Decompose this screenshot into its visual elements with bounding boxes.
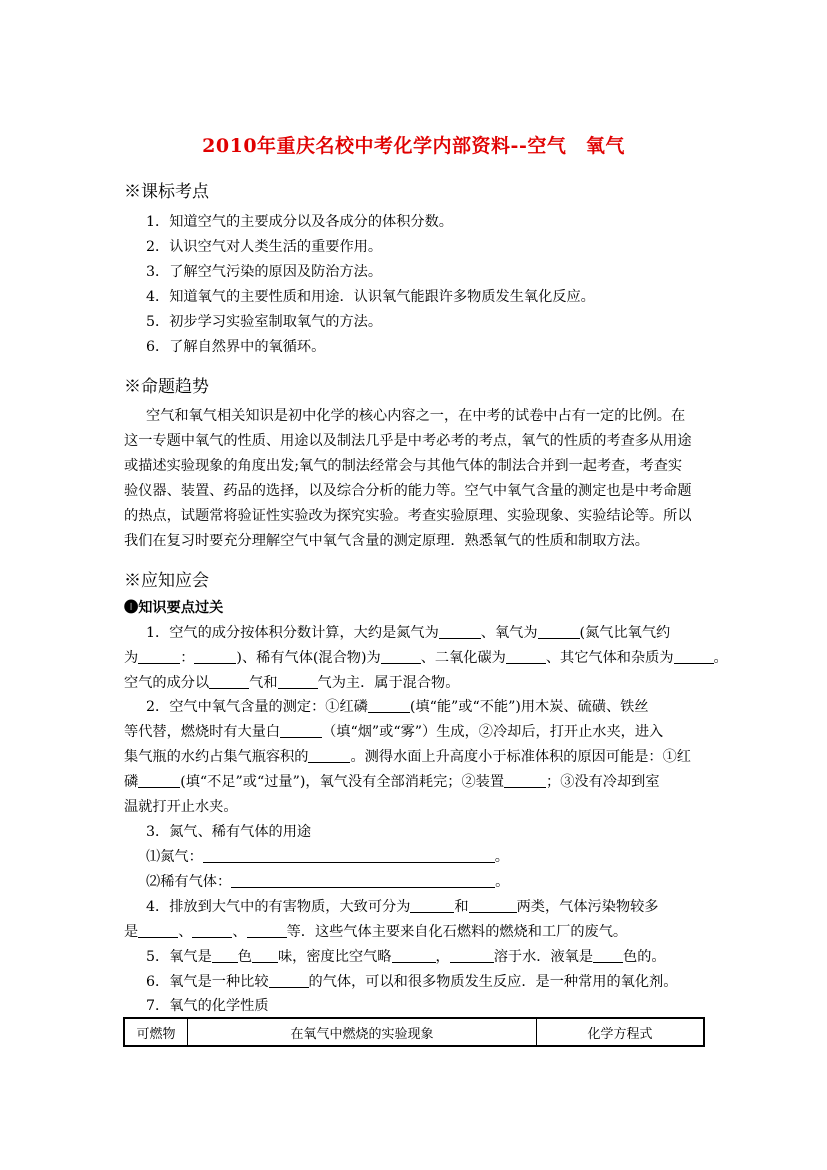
q-text: 等代替，燃烧时有大量白 xyxy=(124,724,281,740)
q-text: ；③没有冷却到室 xyxy=(546,774,660,790)
fill-blank[interactable] xyxy=(439,624,481,639)
q-text: 味，密度比空气略 xyxy=(277,949,392,965)
question-7-heading: 7．氧气的化学性质 xyxy=(146,998,269,1014)
q-text: ⑵稀有气体： xyxy=(146,874,232,890)
q-text: 气为主．属于混合物。 xyxy=(317,675,460,691)
question-4-line-1 xyxy=(146,897,659,917)
fill-blank[interactable] xyxy=(538,624,580,639)
q-text: 、其它气体和杂质为 xyxy=(545,650,674,666)
fill-blank[interactable] xyxy=(252,948,278,963)
q-text: 溶于水．液氧是 xyxy=(493,949,594,965)
fill-blank[interactable] xyxy=(138,923,178,938)
fill-blank[interactable] xyxy=(308,748,350,763)
page-title: 2010年重庆名校中考化学内部资料--空气 氧气 xyxy=(202,135,625,157)
fill-blank[interactable] xyxy=(209,674,249,689)
q-text: （填“烟”或“雾”）生成，②冷却后，打开止水夹，进入 xyxy=(322,724,664,740)
kebiao-item: 2．认识空气对人类生活的重要作用。 xyxy=(146,239,383,255)
question-1-line-2 xyxy=(124,648,728,668)
q-text: (填“不足”或“过量”)，氧气没有全部消耗完；②装置 xyxy=(180,774,505,790)
q-text: 色的。 xyxy=(623,949,666,965)
q-text: 磷 xyxy=(124,774,139,790)
mingti-paragraph-line: 我们在复习时要充分理解空气中氧气含量的测定原理．熟悉氧气的性质和制取方法。 xyxy=(124,533,649,549)
fill-blank[interactable] xyxy=(192,923,232,938)
table-header-row xyxy=(124,1018,704,1046)
question-3-heading: 3．氮气、稀有气体的用途 xyxy=(146,824,312,840)
q-text: 6．氧气是一种比较 xyxy=(146,974,269,990)
fill-blank[interactable] xyxy=(368,698,410,713)
mingti-paragraph-line: 空气和氧气相关知识是初中化学的核心内容之一，在中考的试卷中占有一定的比例。在 xyxy=(146,408,686,424)
q-text: )、稀有气体(混合物)为 xyxy=(236,650,381,666)
question-1-line-3 xyxy=(124,673,459,693)
fill-blank[interactable] xyxy=(138,649,180,664)
question-3-noble-gas xyxy=(146,872,509,892)
fill-blank[interactable] xyxy=(504,773,546,788)
mingti-paragraph-line: 这一专题中氧气的性质、用途以及制法几乎是中考必考的考点，氧气的性质的考查多从用途 xyxy=(124,433,692,449)
q-text: 色 xyxy=(237,949,252,965)
fill-blank[interactable] xyxy=(247,923,287,938)
fill-blank[interactable] xyxy=(410,898,454,913)
fill-blank[interactable] xyxy=(280,723,322,738)
question-1-line-1 xyxy=(146,623,670,643)
section-heading-kebiao: ※课标考点 xyxy=(124,182,209,202)
fill-blank[interactable] xyxy=(506,649,546,664)
chemical-properties-table xyxy=(123,1017,705,1047)
fill-blank[interactable] xyxy=(138,773,180,788)
q-text: 、 xyxy=(232,924,247,940)
q-text: 为 xyxy=(124,650,139,666)
fill-blank[interactable] xyxy=(381,649,421,664)
question-2-line-1 xyxy=(146,697,649,717)
kebiao-item: 6．了解自然界中的氧循环。 xyxy=(146,339,326,355)
mingti-paragraph-line: 的热点，试题常将验证性实验改为探究实验。考查实验原理、实验现象、实验结论等。所以 xyxy=(124,508,692,524)
q-text: 、氧气为 xyxy=(480,625,538,641)
fill-blank[interactable] xyxy=(392,948,436,963)
q-text: 和 xyxy=(454,899,469,915)
kebiao-item: 3．了解空气污染的原因及防治方法。 xyxy=(146,264,383,280)
q-text: 两类，气体污染物较多 xyxy=(516,899,659,915)
q-text: (氮气比氧气约 xyxy=(579,625,671,641)
question-5 xyxy=(146,947,666,967)
fill-blank[interactable] xyxy=(469,898,517,913)
q-text: (填“能”或“不能”)用木炭、硫磺、铁丝 xyxy=(409,699,649,715)
q-text: 1．空气的成分按体积分数计算，大约是氮气为 xyxy=(146,625,439,641)
question-2-line-4 xyxy=(124,772,660,792)
q-text: 是 xyxy=(124,924,139,940)
question-2-line-2 xyxy=(124,722,663,742)
q-text: ⑴氮气： xyxy=(146,849,203,865)
fill-blank[interactable] xyxy=(203,848,495,863)
fill-blank[interactable] xyxy=(194,649,236,664)
q-text: 气和 xyxy=(249,675,278,691)
q-text: ， xyxy=(435,949,450,965)
question-2-line-3 xyxy=(124,747,691,767)
q-text: 、 xyxy=(178,924,193,940)
question-6 xyxy=(146,972,677,992)
table-header-combustible: 可燃物 xyxy=(124,1018,188,1046)
mingti-paragraph-line: 或描述实验现象的角度出发;氧气的制法经常会与其他气体的制法合并到一起考查，考查实 xyxy=(124,458,683,474)
question-4-line-2 xyxy=(124,922,627,942)
fill-blank[interactable] xyxy=(450,948,494,963)
q-text: 4．排放到大气中的有害物质，大致可分为 xyxy=(146,899,411,915)
q-text: 。测得水面上升高度小于标准体积的原因可能是：①红 xyxy=(350,749,691,765)
q-text: 。 xyxy=(494,849,509,865)
question-3-nitrogen xyxy=(146,847,509,867)
fill-blank[interactable] xyxy=(269,973,309,988)
table-header-equation: 化学方程式 xyxy=(537,1018,705,1046)
section-heading-yingzhi: ※应知应会 xyxy=(124,571,209,591)
q-text: 的气体，可以和很多物质发生反应．是一种常用的氧化剂。 xyxy=(308,974,678,990)
q-text: 。 xyxy=(495,874,510,890)
q-text: 。 xyxy=(713,650,728,666)
q-text: ： xyxy=(180,650,195,666)
fill-blank[interactable] xyxy=(593,948,623,963)
fill-blank[interactable] xyxy=(231,873,495,888)
question-2-line-5: 温就打开止水夹。 xyxy=(124,799,238,815)
fill-blank[interactable] xyxy=(212,948,238,963)
q-text: 5．氧气是 xyxy=(146,949,212,965)
q-text: 空气的成分以 xyxy=(124,675,210,691)
q-text: 集气瓶的水约占集气瓶容积的 xyxy=(124,749,309,765)
table-header-phenomenon: 在氧气中燃烧的实验现象 xyxy=(188,1018,537,1046)
section-heading-mingti: ※命题趋势 xyxy=(124,377,209,397)
kebiao-item: 1．知道空气的主要成分以及各成分的体积分数。 xyxy=(146,214,453,230)
q-text: 、二氧化碳为 xyxy=(420,650,506,666)
kebiao-item: 5．初步学习实验室制取氧气的方法。 xyxy=(146,314,383,330)
q-text: 2．空气中氧气含量的测定：①红磷 xyxy=(146,699,368,715)
fill-blank[interactable] xyxy=(278,674,318,689)
kebiao-item: 4．知道氧气的主要性质和用途．认识氧气能跟许多物质发生氧化反应。 xyxy=(146,289,595,305)
knowledge-heading: ❶知识要点过关 xyxy=(124,600,224,616)
q-text: 等．这些气体主要来自化石燃料的燃烧和工厂的废气。 xyxy=(286,924,628,940)
fill-blank[interactable] xyxy=(674,649,714,664)
mingti-paragraph-line: 验仪器、装置、药品的选择，以及综合分析的能力等。空气中氧气含量的测定也是中考命题 xyxy=(124,483,692,499)
